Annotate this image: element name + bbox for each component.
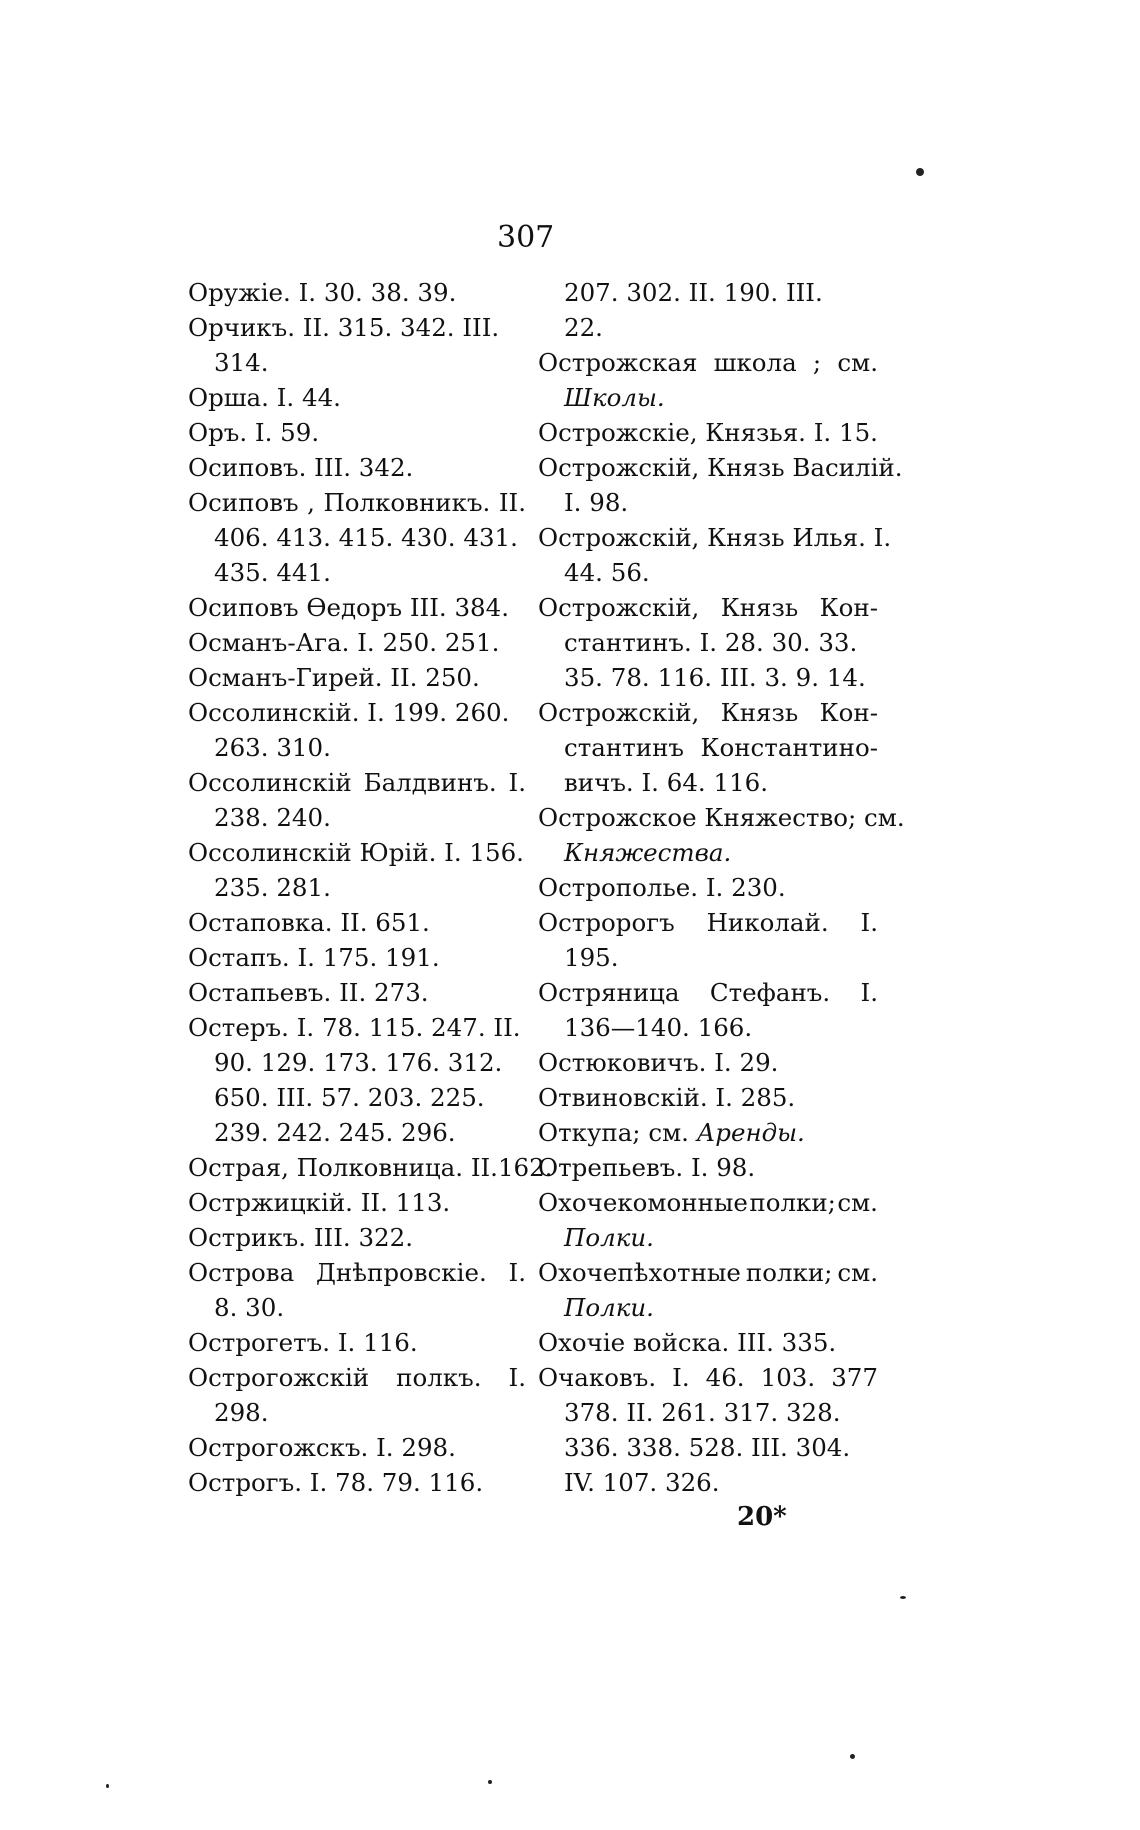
index-word: Балдвинъ. — [363, 768, 497, 797]
index-entry — [538, 1185, 878, 1220]
index-entry: Отвиновскій. I. 285. — [538, 1083, 796, 1112]
index-entry: Оссолинскій. I. 199. 260. — [188, 698, 510, 727]
index-word: Охочепѣхотные — [538, 1258, 741, 1287]
index-entry: Остапъ. I. 175. 191. — [188, 943, 440, 972]
index-entry: Острая, Полковница. II.162. — [188, 1153, 553, 1182]
index-word: Острогожскій — [188, 1363, 370, 1392]
print-speck — [850, 1754, 855, 1759]
index-entry-continuation: 378. II. 261. 317. 328. — [564, 1398, 841, 1427]
index-entry: Остаповка. II. 651. — [188, 908, 430, 937]
index-entry-continuation: 406. 413. 415. 430. 431. — [214, 523, 518, 552]
index-word: 377 — [831, 1363, 878, 1392]
index-entry: Остюковичъ. I. 29. — [538, 1048, 779, 1077]
index-word: Князь — [720, 593, 799, 622]
index-entry — [538, 1360, 878, 1395]
index-word: полки; — [749, 1188, 836, 1217]
index-entry-continuation: 136—140. 166. — [564, 1013, 753, 1042]
index-entry: Острожскіе, Князья. I. 15. — [538, 418, 878, 447]
index-word: стантинъ — [564, 733, 685, 762]
index-entry-continuation: 239. 242. 245. 296. — [214, 1118, 456, 1147]
index-word: Острожскій, — [538, 698, 700, 727]
index-entry: Острожскій, Князь Илья. I. — [538, 523, 892, 552]
index-word: Николай. — [706, 908, 829, 937]
index-word: см. — [837, 1258, 878, 1287]
index-entry: Остапьевъ. II. 273. — [188, 978, 429, 1007]
index-word: Остророгъ — [538, 908, 675, 937]
index-entry-continuation: 336. 338. 528. III. 304. — [564, 1433, 851, 1462]
index-entry — [188, 1255, 526, 1290]
index-entry-continuation: 235. 281. — [214, 873, 331, 902]
index-word: Днѣпровскіе. — [316, 1258, 487, 1287]
index-entry-continuation: 8. 30. — [214, 1293, 285, 1322]
index-entry-continuation: IV. 107. 326. — [564, 1468, 720, 1497]
index-word: см. — [837, 348, 878, 377]
index-entry-continuation: 195. — [564, 943, 619, 972]
index-entry: Острогожскъ. I. 298. — [188, 1433, 456, 1462]
index-column-right — [538, 275, 905, 1500]
index-word: ; — [812, 348, 822, 377]
index-word: Оссолинскій — [188, 768, 352, 797]
index-entry-continuation: 44. 56. — [564, 558, 650, 587]
index-entry: Осиповъ. III. 342. — [188, 453, 414, 482]
index-word: Константино- — [700, 733, 878, 762]
index-word: школа — [713, 348, 797, 377]
index-entry — [188, 1360, 526, 1395]
index-entry: Орша. I. 44. — [188, 383, 341, 412]
index-entry: Отрепьевъ. I. 98. — [538, 1153, 756, 1182]
index-word: Острожскій, — [538, 593, 700, 622]
index-entry: Острикъ. III. 322. — [188, 1223, 414, 1252]
index-entry: Острожское Княжество; см. — [538, 803, 905, 832]
index-word: Острова — [188, 1258, 295, 1287]
index-entry-continuation: стантинъ. I. 28. 30. 33. — [564, 628, 858, 657]
cross-reference: Аренды. — [696, 1118, 805, 1147]
index-word: II. — [498, 488, 526, 517]
index-entry-continuation: 90. 129. 173. 176. 312. — [214, 1048, 503, 1077]
index-entry: Османъ-Гирей. II. 250. — [188, 663, 480, 692]
index-entry-continuation: I. 98. — [564, 488, 629, 517]
index-word: I. — [672, 1363, 690, 1392]
index-entry — [538, 1115, 878, 1150]
index-entry-continuation: Княжества. — [564, 838, 732, 867]
index-entry — [538, 1255, 878, 1290]
index-word: Князь — [720, 698, 799, 727]
index-entry-continuation: 263. 310. — [214, 733, 331, 762]
index-entry-continuation: Полки. — [564, 1223, 654, 1252]
index-entry — [538, 975, 878, 1010]
index-entry: Оръ. I. 59. — [188, 418, 320, 447]
index-word: 103. — [760, 1363, 816, 1392]
index-word: Охочекомонные — [538, 1188, 748, 1217]
index-word: Остряница — [538, 978, 680, 1007]
index-word: I. — [508, 768, 526, 797]
index-entry-continuation: 435. 441. — [214, 558, 331, 587]
index-word: Стефанъ. — [709, 978, 831, 1007]
index-column-left — [188, 275, 553, 1500]
index-entry: Охочіе войска. III. 335. — [538, 1328, 837, 1357]
index-entry: Острогъ. I. 78. 79. 116. — [188, 1468, 484, 1497]
index-entry-continuation: Школы. — [564, 383, 665, 412]
index-entry — [538, 695, 878, 730]
print-speck — [488, 1780, 492, 1784]
print-speck — [900, 1596, 906, 1599]
index-entry: Оссолинскій Юрій. I. 156. — [188, 838, 524, 867]
index-word: полкъ. — [396, 1363, 482, 1392]
index-entry: Оружіе. I. 30. 38. 39. — [188, 278, 457, 307]
index-entry: Османъ-Ага. I. 250. 251. — [188, 628, 500, 657]
index-word: Кон- — [819, 698, 878, 727]
index-word: I. — [860, 978, 878, 1007]
index-word: I. — [860, 908, 878, 937]
index-entry: Острополье. I. 230. — [538, 873, 786, 902]
index-word: Острожская — [538, 348, 698, 377]
index-entry-continuation: 207. 302. II. 190. III. — [564, 278, 823, 307]
index-word: Очаковъ. — [538, 1363, 657, 1392]
index-entry-continuation: 22. — [564, 313, 603, 342]
index-entry-continuation: Полки. — [564, 1293, 654, 1322]
index-word: Осиповъ — [188, 488, 299, 517]
index-entry — [538, 905, 878, 940]
index-entry-continuation: 238. 240. — [214, 803, 331, 832]
print-speck — [916, 168, 924, 176]
signature-mark: 20* — [737, 1502, 787, 1532]
index-word: см. — [837, 1188, 878, 1217]
index-entry — [538, 345, 878, 380]
index-entry: Остржицкій. II. 113. — [188, 1188, 451, 1217]
index-entry-continuation: 35. 78. 116. III. 3. 9. 14. — [564, 663, 866, 692]
index-entry: Осиповъ Ѳедоръ III. 384. — [188, 593, 510, 622]
index-entry: Острожскій, Князь Василій. — [538, 453, 903, 482]
index-entry — [538, 590, 878, 625]
index-entry-continuation — [538, 730, 878, 765]
index-entry — [188, 765, 526, 800]
index-word: Полковникъ. — [323, 488, 491, 517]
index-word: 46. — [705, 1363, 745, 1392]
print-speck — [106, 1784, 109, 1788]
index-word: Кон- — [819, 593, 878, 622]
index-entry: Острогетъ. I. 116. — [188, 1328, 418, 1357]
index-entry-text: Откупа; см. — [538, 1118, 697, 1147]
index-word: , — [307, 488, 315, 517]
index-word: I. — [508, 1258, 526, 1287]
index-entry-continuation: 298. — [214, 1398, 269, 1427]
index-entry-continuation: 650. III. 57. 203. 225. — [214, 1083, 485, 1112]
index-entry: Орчикъ. II. 315. 342. III. — [188, 313, 500, 342]
index-word: I. — [508, 1363, 526, 1392]
index-entry-continuation: вичъ. I. 64. 116. — [564, 768, 769, 797]
index-entry-continuation: 314. — [214, 348, 269, 377]
index-word: полки; — [745, 1258, 833, 1287]
index-entry: Остеръ. I. 78. 115. 247. II. — [188, 1013, 521, 1042]
page-number: 307 — [497, 220, 555, 255]
index-entry — [188, 485, 526, 520]
